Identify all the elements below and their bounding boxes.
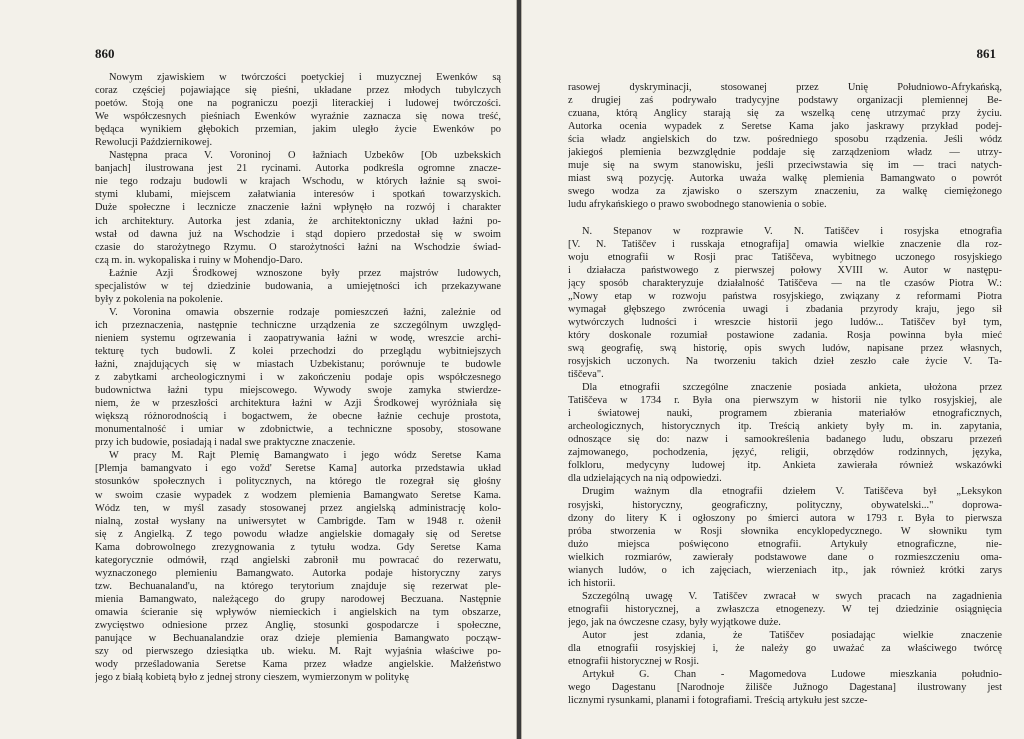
right-text-line: odnoszące się do: nazw i samookreślenia badanego ludu, obszaru przezeń bbox=[568, 434, 1002, 446]
right-text-line: rosyjskich uczonych. Na tworzeniu takich dzieł zeszło całe życie V. Ta- bbox=[568, 355, 1002, 367]
left-text-line: będąca wynikiem głębokich przemian, jakim uległo życie Ewenków po bbox=[95, 124, 501, 136]
right-text-line: Drugim ważnym dla etnografii dziełem V. Tatiščeva był „Leksykon bbox=[582, 486, 1002, 498]
right-text-line: „Nowy etap w rozwoju państwa rosyjskiego, związany z reformami Piotra bbox=[568, 290, 1002, 302]
left-text-line: Łaźnie Azji Środkowej wznoszone były przez majstrów ludowych, bbox=[109, 267, 501, 279]
right-text-line: wianych ludów, o ich zajęciach, wierzeniach itp., jak również krótki zarys bbox=[568, 564, 1002, 576]
right-text-line: zajmowanego, pochodzenia, języć, religii, obrzędów rodzinnych, języka, bbox=[568, 447, 1002, 459]
left-text-line: wstał od dawna już na Wschodzie i stąd dopiero przedostał się w swoim bbox=[95, 228, 501, 240]
left-text-line: poetów. Stoją one na pograniczu poezji literackiej i ludowej twórczości. bbox=[95, 98, 501, 110]
left-text-line: ich architektury. Autorka jest zdania, że architektoniczny układ łaźni po- bbox=[95, 215, 501, 227]
left-text-line: Nowym zjawiskiem w twórczości poetyckiej i muzycznej Ewenków są bbox=[109, 72, 501, 83]
right-text-line: jący sposób charakteryzuje działalność Tatiščeva — na tle czasów Piotra W.: bbox=[568, 277, 1002, 289]
right-text-line: wego Dagestanu [Narodnoje žilišče Južnogo Dagestana] ilustrowany jest bbox=[568, 682, 1002, 694]
right-text-line: folkloru, medycyny ludowej itp. Ankieta zawierała również wskazówki bbox=[568, 460, 1002, 472]
left-text-line: nialną, został wysłany na uniwersytet w Cambrigde. Tam w 1948 r. ożenił bbox=[95, 515, 501, 527]
left-text-line: stymi klubami, miejscem załatwiania interesów i spotkań towarzyskich. bbox=[95, 189, 501, 201]
left-text-line: czasie do starożytnego Rzymu. O starożytności łaźni na Wschodzie świad- bbox=[95, 241, 501, 253]
right-text-line: próba stworzenia w Rosji słownika encyklopedycznego. W słowniku tym bbox=[568, 525, 1002, 537]
right-text-line: wielkich rozmiarów, zawierały podstawowe dane o rozmieszczeniu oma- bbox=[568, 551, 1002, 563]
left-text-line: Kama dobrowolnego zrezygnowania z tytułu wodza. Gdy Seretse Kama bbox=[95, 541, 501, 553]
left-text-line: Następna praca V. Voroninoj O łažniach Uzbekôw [Ob uzbekskich bbox=[109, 150, 501, 162]
right-text-line: z drugiej zaś podrywało tradycyjne podstawy organizacji plemiennej Be- bbox=[568, 95, 1002, 107]
left-text-line: tekturę tych budowli. Z kolei przechodzi do przeglądu wybitniejszych bbox=[95, 345, 501, 357]
right-text-line: ścia władz angielskich do tzw. pośredniego sposobu rządzenia. Jeśli wódz bbox=[568, 134, 1002, 146]
right-text-line: Dla etnografii szczególne znaczenie posiada ankieta, ułożona przez bbox=[582, 382, 1002, 394]
right-text-line: muje się na swym stanowisku, jeśli przeciwstawia się im — traci natych- bbox=[568, 160, 1002, 172]
right-text-line: [V. N. Tatiščev i russkaja etnografija] omawia wielkie znaczenie dla roz- bbox=[568, 238, 1002, 250]
right-text-line: dla etnografii rosyjskiej i, że należy go uważać za właściwego twórcę bbox=[568, 643, 1002, 655]
left-text-line: większą różnorodnością i bogactwem, że obecne łaźnie cechuje prostota, bbox=[95, 411, 501, 423]
right-text-line: miast swą pozycję. Autorka uważa walkę plemienia Bamangwato o powrót bbox=[568, 173, 1002, 185]
right-text-line: dużo miejsca poświęcono etnografii. Artykuły etnograficzne, nie- bbox=[568, 538, 1002, 550]
left-text-line: Rewolucji Październikowej. bbox=[95, 137, 213, 149]
right-text-line: jego, jak na ówczesne czasy, były wyjątkowe duże. bbox=[568, 616, 781, 628]
left-text-line: szy od pierwszego dziesiątka ub. wieku. M. Rajt wyjaśnia właściwe po- bbox=[95, 646, 501, 658]
right-text-line: etnografii historycznej w Rosji. bbox=[568, 656, 700, 668]
left-text-line: były z pokolenia na pokolenie. bbox=[95, 293, 223, 305]
left-text-line: coraz częściej pojawiające się pieśni, układane przez młodych tubylczych bbox=[95, 85, 501, 97]
left-text-line: specjalistów w tej dziedzinie budowania, a umiejętności ich przekazywane bbox=[95, 280, 501, 292]
left-text-line: w swoim czasie wypadek z wodzem plemienia Bamangwato Seretse Kama. bbox=[95, 489, 501, 501]
right-text-line bbox=[568, 211, 1002, 224]
left-text-line: kategorycznie odmówił, rząd angielski zabronił mu powracać do rezerwatu, bbox=[95, 554, 501, 566]
left-text-line: łaźni, znajdujących się w miastach Uzbekistanu; porównuje te budowle bbox=[95, 359, 501, 371]
page-number-right: 861 bbox=[976, 46, 996, 61]
right-text-line: który doskonale rozumiał postawione zadania. Rosja powinna była mieć bbox=[568, 329, 1002, 341]
left-text-line: czą m. in. wykopaliska i ruiny w Mohendjo-Daro. bbox=[95, 254, 303, 266]
right-text-line: wymagał głębszego zwrócenia uwagi i zbadania przyrody kraju, jego sił bbox=[568, 303, 1002, 315]
right-text-line: jakiegoś plemienia bezwzględnie poddaje się zarządzeniom władz — utrzy- bbox=[568, 147, 1002, 159]
left-text-line: tzw. Bechuanaland'u, na którego terytorium znajduje się rezerwat ple- bbox=[95, 580, 501, 592]
right-text-line: rosyjski, historyczny, geograficzny, polityczny, obywatelski..." doprowa- bbox=[568, 499, 1002, 511]
left-text-line: stosunków społecznych i politycznych, na którego tle rozegrał się głośny bbox=[95, 476, 501, 488]
left-text-line: nieniem systemu ogrzewania i zaopatrywania łaźni w wodę, wreszcie archi- bbox=[95, 332, 501, 344]
right-text-line: archeologicznych, historycznych itp. Treścią ankiety były m. in. zapytania, bbox=[568, 421, 1002, 433]
left-text-line: mienia Bamangwato, należącego do grupy narodowej Beczuana. Następnie bbox=[95, 593, 501, 605]
left-text-line: jego z białą kobietą było z jednej strony cieszem, wymierzonym w politykę bbox=[95, 672, 409, 684]
right-text-line: dzony do litery K i ogłoszony po śmierci autora w 1793 r. Była to pierwsza bbox=[568, 512, 1002, 524]
left-text-line: W pracy M. Rajt Plemię Bamangwato i jego wódz Seretse Kama bbox=[109, 450, 501, 462]
right-text-line: dla udzielających na nią odpowiedzi. bbox=[568, 473, 722, 485]
right-text-line: Szczególną uwagę V. Tatiščev zwracał w swych pracach na zagadnienia bbox=[582, 590, 1002, 602]
left-text-line: wody prześladowania Seretse Kama przez władze angielskie. Małżeństwo bbox=[95, 659, 501, 671]
right-text-line: Artykuł G. Chan - Magomedova Ludowe mieszkania południo- bbox=[582, 669, 1002, 681]
left-text-line: [Plemja bamangvato i ego vožd' Seretse Kama] autorka przedstawia układ bbox=[95, 463, 501, 475]
left-text-line: wyznaczonego plemieniu Bamangwato. Autorka podaje historyczny zarys bbox=[95, 567, 501, 579]
left-text-line: panujące w Bechuanalandzie oraz dzieje plemienia Bamangwato począw- bbox=[95, 633, 501, 645]
left-text-line: monumentalność i umiar w zdobnictwie, a techniczne sposoby, stosowane bbox=[95, 424, 501, 436]
right-text-line: licznymi rysunkami, planami i fotografiami. Treścią artykułu jest szcze- bbox=[568, 695, 868, 707]
left-text-line: omawia ścieranie się wpływów niemieckich i angielskich na tym obszarze, bbox=[95, 606, 501, 618]
left-page-text bbox=[95, 71, 501, 684]
right-text-line: Autorka ocenia wypadek z Seretse Kama jako jaskrawy przykład podej- bbox=[568, 121, 1002, 133]
right-text-line: Tatiščeva w 1734 r. Była ona pierwszym w historii nie tylko rosyjskiej, ale bbox=[568, 395, 1002, 407]
right-page-text bbox=[568, 81, 1002, 707]
left-text-line: niem, że w przeszłości architektura łaźni w Azji Środkowej wyróżniała się bbox=[95, 398, 501, 410]
left-text-line: się z Angielką. Z tego powodu władze angielskie domagały się od Seretse bbox=[95, 528, 501, 540]
left-text-line: zwycięstwo odniesione przez Anglię, stosunki gospodarcze i społeczne, bbox=[95, 619, 501, 631]
left-text-line: ich przeznaczenia, następnie techniczne urządzenia ze szczególnym uwzględ- bbox=[95, 319, 501, 331]
left-text-line: z zabytkami archeologicznymi i w zakończeniu podaje opis współczesnego bbox=[95, 372, 501, 384]
right-text-line: swą geografię, swą historię, opis swych ludów, napisane przez własnych, bbox=[568, 342, 1002, 354]
left-text-line: V. Voronina omawia obszernie rodzaje pomieszczeń łaźni, zależnie od bbox=[109, 306, 501, 318]
right-text-line: czuana, którą Anglicy starają się za wszelką cenę utrzymać przy życiu. bbox=[568, 108, 1002, 120]
right-text-line: N. Stepanov w rozprawie V. N. Tatiščev i rosyjska etnografia bbox=[582, 225, 1002, 237]
right-text-line: tiščeva". bbox=[568, 369, 604, 381]
right-text-line: ludu afrykańskiego o prawo swobodnego stanowienia o sobie. bbox=[568, 199, 827, 211]
right-text-line: swego wodza za zjawisko o szerszym znaczeniu, za walkę ciemiężonego bbox=[568, 186, 1002, 198]
right-text-line: etnografii historycznej, a zwłaszcza etnogenezy. W tej dziedzinie osiągnięcia bbox=[568, 603, 1002, 615]
left-text-line: przy ich budowie, posiadają i nadal swe praktyczne znaczenie. bbox=[95, 437, 356, 449]
right-text-line: rasowej dyskryminacji, stosowanej przez Unię Południowo-Afrykańską, bbox=[568, 82, 1002, 93]
left-text-line: banjach] ilustrowana jest 21 rycinami. Autorka podkreśla ogromne znacze- bbox=[95, 163, 501, 175]
left-text-line: Duże społeczne i lecznicze znaczenie łaźni wpłynęło na rozwój i charakter bbox=[95, 202, 501, 214]
right-text-line: ich historii. bbox=[568, 577, 616, 589]
right-text-line: i światowej nauki, programem zbierania materiałów etnograficznych, bbox=[568, 408, 1002, 420]
right-text-line: Autor jest zdania, że Tatiščev posiadając wielkie znaczenie bbox=[582, 629, 1002, 641]
right-text-line: woju etnografii w Rosji prac Tatiščeva, wybitnego uczonego rosyjskiego bbox=[568, 251, 1002, 263]
right-text-line: i działacza państwowego z pierwszej połowy XVIII w. Autor w następu- bbox=[568, 264, 1002, 276]
right-text-line: wytwórczych ludności i wreszcie historii jego ludów... Tatiščev był tym, bbox=[568, 316, 1002, 328]
page-number-left: 860 bbox=[95, 46, 115, 61]
left-text-line: budownictwa łaźni typu miejscowego. Wywody swoje zamyka stwierdze- bbox=[95, 385, 501, 397]
left-text-line: We współczesnych pieśniach Ewenków wyraźnie zaznacza się nowa treść, bbox=[95, 111, 501, 123]
left-text-line: Wódz ten, w myśl zasady stosowanej przez angielską administrację kolo- bbox=[95, 502, 501, 514]
left-text-line: nie tego rodzaju budowli w krajach Wschodu, w których łaźnie są swoi- bbox=[95, 176, 501, 188]
